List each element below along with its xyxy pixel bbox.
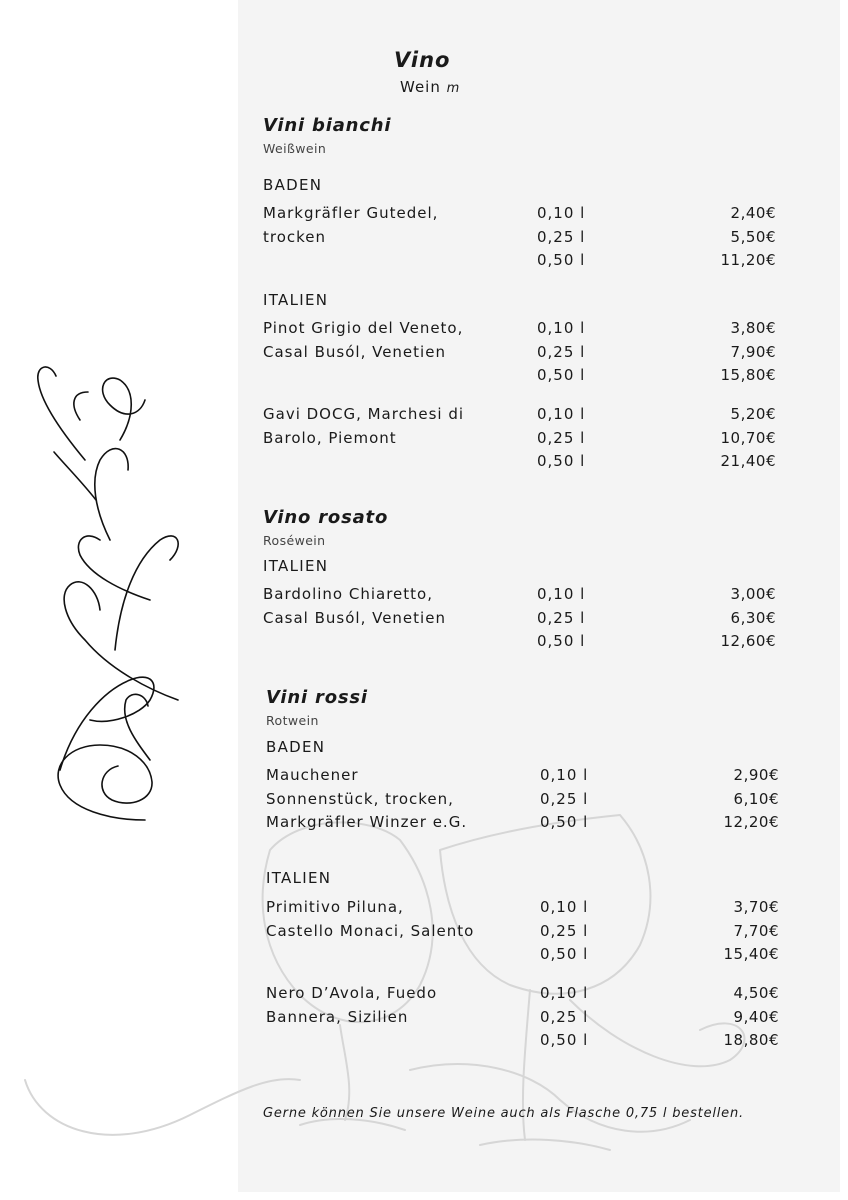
wine-volumes: 0,10 l 0,25 l 0,50 l [540,766,589,831]
region-baden: BADEN [266,738,326,756]
wine-prices: 3,70€ 7,70€ 15,40€ [723,898,779,963]
wine-prices: 4,50€ 9,40€ 18,80€ [723,984,779,1049]
wine-volumes: 0,10 l 0,25 l 0,50 l [537,319,586,384]
region-italien: ITALIEN [263,557,329,575]
wine-volumes: 0,10 l 0,25 l 0,50 l [537,585,586,650]
wine-name: Gavi DOCG, Marchesi di Barolo, Piemont [263,405,465,447]
wine-volumes: 0,10 l 0,25 l 0,50 l [537,405,586,470]
wine-prices: 3,80€ 7,90€ 15,80€ [720,319,776,384]
wine-volumes: 0,10 l 0,25 l 0,50 l [540,898,589,963]
section-subtitle-bianchi: Weißwein [263,141,327,156]
section-subtitle-rosato: Roséwein [263,533,326,548]
section-subtitle-rossi: Rotwein [266,713,319,728]
footer-note: Gerne können Sie unsere Weine auch als Flasche 0,75 l bestellen. [263,1106,744,1121]
wine-prices: 2,90€ 6,10€ 12,20€ [723,766,779,831]
wine-name: Primitivo Piluna, Castello Monaci, Salento [266,898,475,940]
wine-name: Bardolino Chiaretto, Casal Busól, Venetien [263,585,446,627]
wine-name: Mauchener Sonnenstück, trocken, Markgräfler Winzer e.G. [266,766,468,831]
wine-prices: 2,40€ 5,50€ 11,20€ [720,204,776,269]
wine-name: Pinot Grigio del Veneto, Casal Busól, Venetien [263,319,464,361]
region-italien: ITALIEN [266,869,332,887]
wine-name: Markgräfler Gutedel, trocken [263,204,439,246]
section-title-rossi: Vini rossi [266,687,368,708]
page-title: Vino [394,48,451,72]
wine-volumes: 0,10 l 0,25 l 0,50 l [540,984,589,1049]
region-baden: BADEN [263,176,323,194]
region-italien: ITALIEN [263,291,329,309]
wine-prices: 3,00€ 6,30€ 12,60€ [720,585,776,650]
wine-prices: 5,20€ 10,70€ 21,40€ [720,405,776,470]
wine-name: Nero D’Avola, Fuedo Bannera, Sizilien [266,984,438,1026]
section-title-bianchi: Vini bianchi [263,115,392,136]
page-subtitle: Wein m [400,78,461,96]
wine-volumes: 0,10 l 0,25 l 0,50 l [537,204,586,269]
section-title-rosato: Vino rosato [263,507,389,528]
